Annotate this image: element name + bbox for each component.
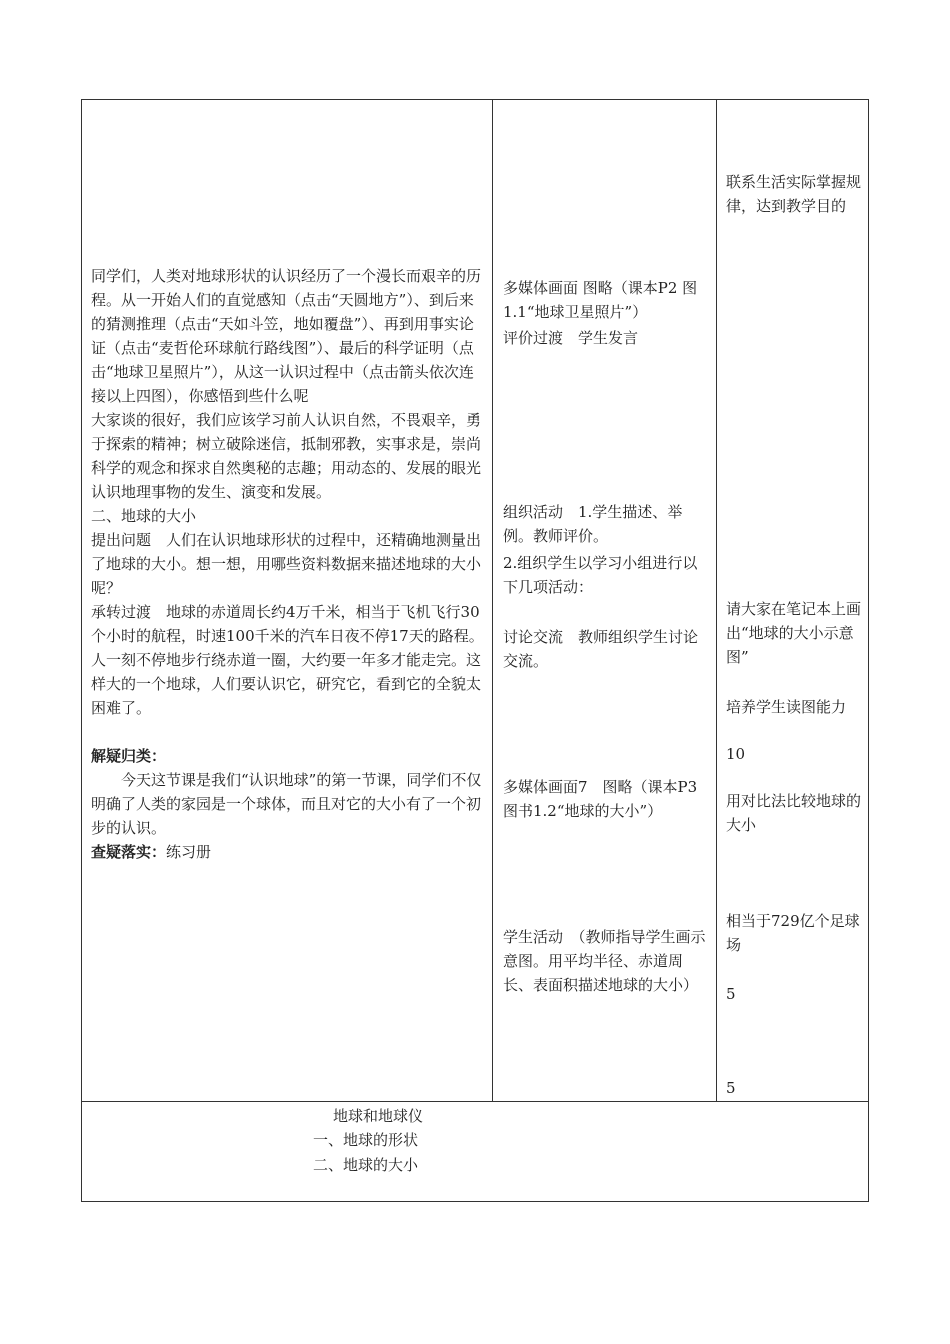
section-heading-earth-size: 二、地球的大小 [91, 507, 197, 525]
note-text-e: 用对比法比较地球的大小 [726, 792, 862, 834]
paragraph-shape-history: 同学们，人类对地球形状的认识经历了一个漫长而艰辛的历程。从一开始人们的直觉感知（点击“天圆地方”）、到后来的猜测推理（点击“天如斗笠，地如覆盘”）、再到用事实论证（点击“麦哲伦环球航行路线图”）、最后的科学证明（点击“地球卫星照片”），从这一认识过程中（点击箭头依次连接以上四图），你感悟到些什么呢 [91, 267, 482, 405]
activity-text-a: 多媒体画面 图略（课本P2 图1.1“地球卫星照片”） [503, 279, 698, 321]
activity-text-d: 2.组织学生以学习小组进行以下几项活动： [503, 554, 698, 596]
activity-text-c: 组织活动 1.学生描述、举例。教师评价。 [503, 503, 683, 545]
note-text-c: 培养学生读图能力 [726, 698, 847, 716]
board-line-1: 一、地球的形状 [313, 1131, 419, 1149]
teaching-content-cell [91, 264, 486, 864]
activity-text-f: 多媒体画面7 图略（课本P3 图书1.2“地球的大小”） [503, 778, 698, 820]
practice-label: 查疑落实： [91, 843, 167, 861]
note-text-a: 联系生活实际掌握规律，达到教学目的 [726, 173, 862, 215]
board-title: 地球和地球仪 [333, 1107, 424, 1125]
column-divider [716, 99, 717, 1102]
note-text-g: 5 [726, 985, 736, 1003]
paragraph-summary-spirit: 大家谈的很好，我们应该学习前人认识自然，不畏艰辛，勇于探索的精神；树立破除迷信，抵制邪教，实事求是，崇尚科学的观念和探求自然奥秘的志趣；用动态的、发展的眼光认识地理事物的发生、演变和发展。 [91, 411, 482, 501]
paragraph-question: 提出问题 人们在认识地球形状的过程中，还精确地测量出了地球的大小。想一想，用哪些资料数据来描述地球的大小呢？ [91, 531, 482, 597]
column-divider [492, 99, 493, 1102]
summary-label: 解疑归类： [91, 747, 167, 765]
practice-text: 练习册 [166, 843, 212, 861]
paragraph-transition: 承转过渡 地球的赤道周长约4万千米，相当于飞机飞行30个小时的航程，时速100千米的汽车日夜不停17天的路程。人一刻不停地步行绕赤道一圈，大约要一年多才能走完。这样大的一个地球，人们要认识它，研究它，看到它的全貌太困难了。 [91, 603, 484, 717]
note-text-d: 10 [726, 745, 746, 763]
note-text-h: 5 [726, 1079, 736, 1097]
row-divider [81, 1101, 869, 1102]
note-text-f: 相当于729亿个足球场 [726, 912, 860, 954]
activity-text-e: 讨论交流 教师组织学生讨论交流。 [503, 628, 699, 670]
activity-text-g: 学生活动 （教师指导学生画示意图。用平均半径、赤道周长、表面积描述地球的大小） [503, 928, 706, 994]
board-line-2: 二、地球的大小 [313, 1156, 419, 1174]
note-text-b: 请大家在笔记本上画出“地球的大小示意图” [726, 600, 862, 666]
activity-text-b: 评价过渡 学生发言 [503, 329, 639, 347]
summary-text: 今天这节课是我们“认识地球”的第一节课，同学们不仅明确了人类的家园是一个球体，而且对它的大小有了一个初步的认识。 [91, 771, 482, 837]
